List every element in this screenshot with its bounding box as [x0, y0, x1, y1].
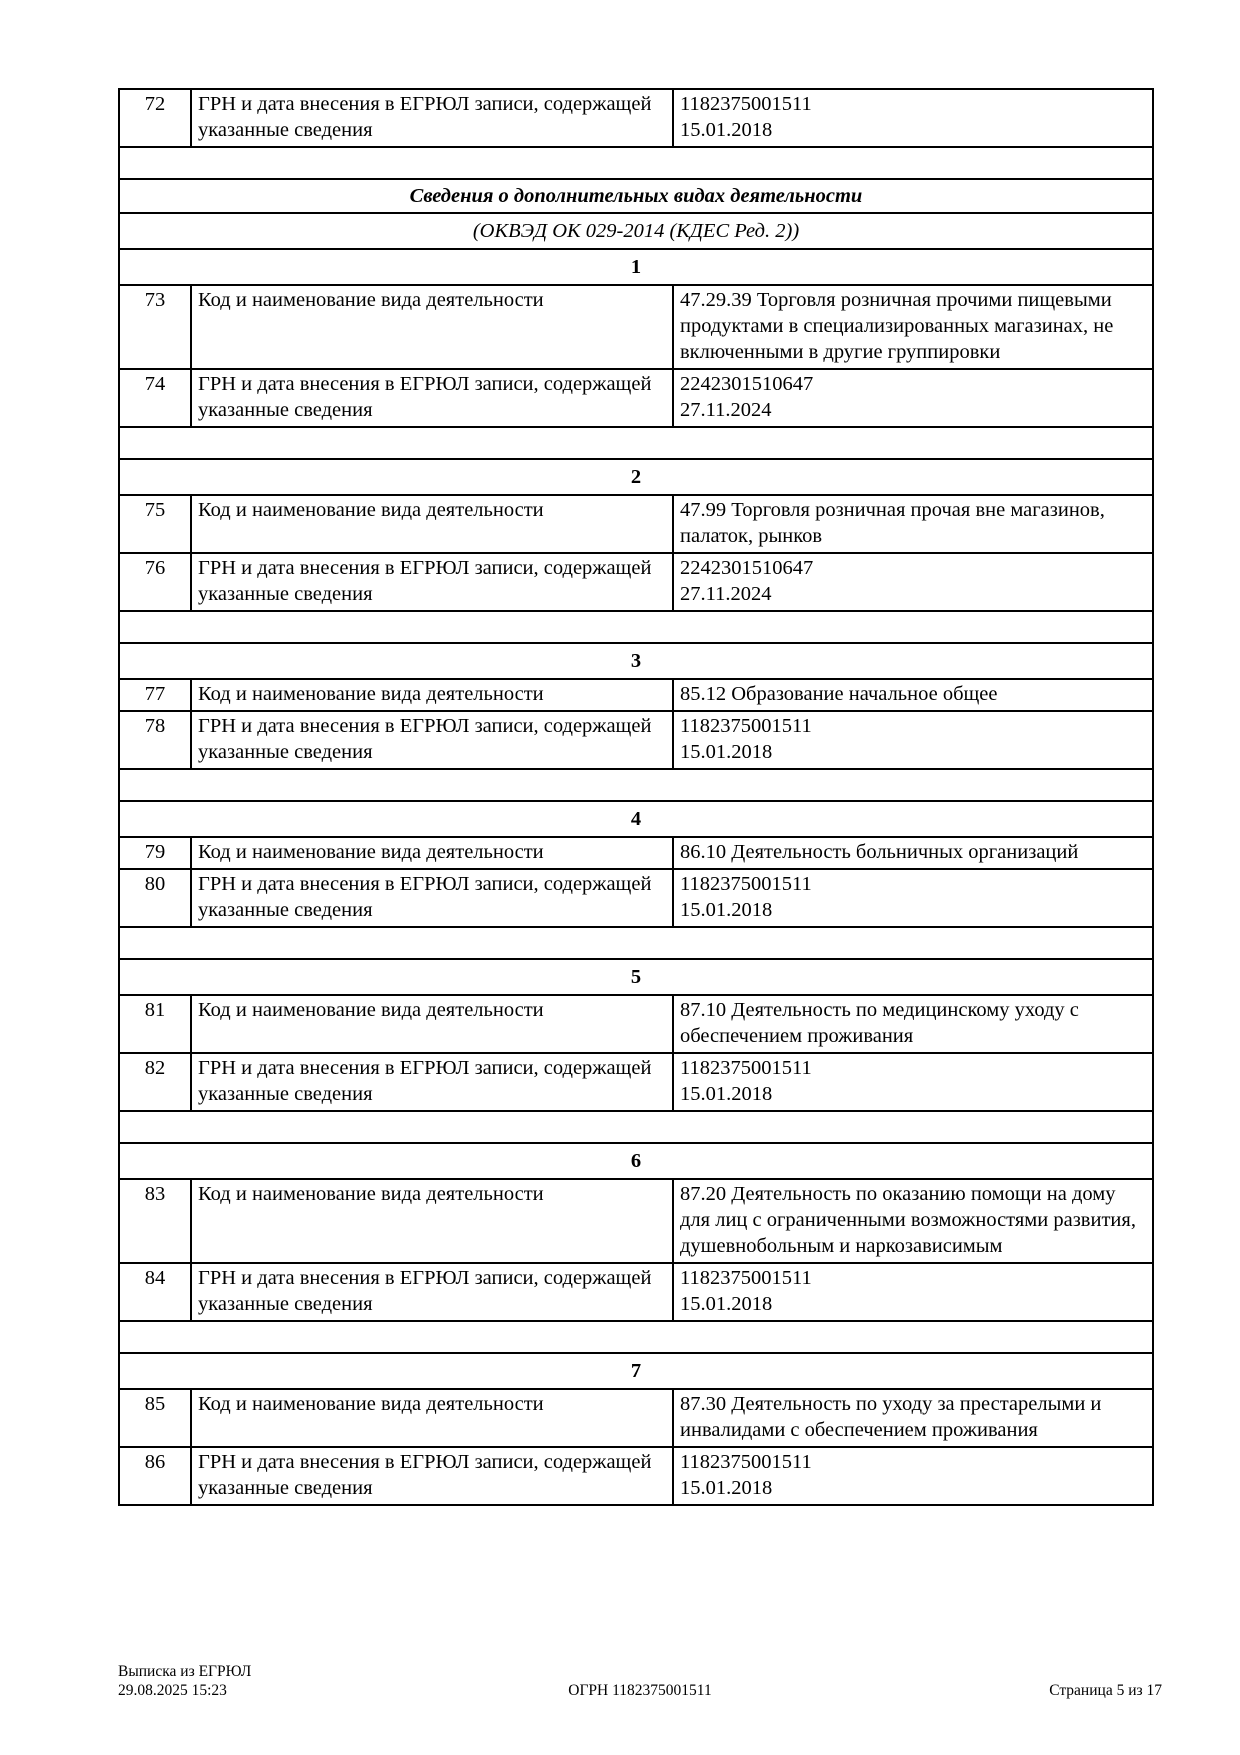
grn-value-cell — [673, 89, 1153, 147]
row-label: Код и наименование вида деятельности — [191, 1389, 673, 1447]
footer-doc-type: Выписка из ЕГРЮЛ — [118, 1663, 252, 1680]
grn-number-line: 2242301510647 — [680, 557, 814, 579]
grn-date-line: 15.01.2018 — [680, 1477, 773, 1499]
footer-left-block — [118, 1662, 466, 1700]
spacer-cell — [119, 1111, 1153, 1143]
grn-date-line: 27.11.2024 — [680, 583, 772, 605]
table-row — [119, 1179, 1153, 1263]
activity-value-cell: 87.30 Деятельность по уходу за престарелыми и инвалидами с обеспечением проживания — [673, 1389, 1153, 1447]
row-label: ГРН и дата внесения в ЕГРЮЛ записи, содержащей указанные сведения — [191, 711, 673, 769]
grn-date-line: 15.01.2018 — [680, 899, 773, 921]
grn-value-cell — [673, 369, 1153, 427]
activity-value-cell: 47.29.39 Торговля розничная прочими пищевыми продуктами в специализированных магазинах, не включенными в другие группировки — [673, 285, 1153, 369]
row-number: 76 — [119, 553, 191, 611]
grn-number-line: 1182375001511 — [680, 1057, 812, 1079]
table-row — [119, 369, 1153, 427]
grn-value-cell — [673, 1447, 1153, 1505]
spacer-cell — [119, 427, 1153, 459]
grn-number-line: 1182375001511 — [680, 93, 812, 115]
grn-number-line: 2242301510647 — [680, 373, 814, 395]
section-title-row — [119, 179, 1153, 213]
table-row — [119, 869, 1153, 927]
grn-date-line: 15.01.2018 — [680, 1083, 773, 1105]
row-number: 81 — [119, 995, 191, 1053]
group-number: 2 — [119, 459, 1153, 495]
section-subtitle-row — [119, 213, 1153, 249]
table-row — [119, 1053, 1153, 1111]
row-number: 77 — [119, 679, 191, 711]
row-number: 82 — [119, 1053, 191, 1111]
group-number-row — [119, 643, 1153, 679]
row-number: 73 — [119, 285, 191, 369]
activity-value-cell: 85.12 Образование начальное общее — [673, 679, 1153, 711]
table-row — [119, 495, 1153, 553]
activity-value-cell: 87.10 Деятельность по медицинскому уходу с обеспечением проживания — [673, 995, 1153, 1053]
row-number: 83 — [119, 1179, 191, 1263]
row-number: 75 — [119, 495, 191, 553]
section-subtitle: (ОКВЭД ОК 029-2014 (КДЕС Ред. 2)) — [119, 213, 1153, 249]
group-number: 3 — [119, 643, 1153, 679]
row-label: ГРН и дата внесения в ЕГРЮЛ записи, содержащей указанные сведения — [191, 553, 673, 611]
group-number-row — [119, 1143, 1153, 1179]
row-number: 80 — [119, 869, 191, 927]
row-label: Код и наименование вида деятельности — [191, 495, 673, 553]
table-row — [119, 837, 1153, 869]
spacer-row — [119, 769, 1153, 801]
activity-value-cell: 86.10 Деятельность больничных организаций — [673, 837, 1153, 869]
group-number-row — [119, 1353, 1153, 1389]
group-number-row — [119, 959, 1153, 995]
grn-number-line: 1182375001511 — [680, 873, 812, 895]
row-number: 78 — [119, 711, 191, 769]
grn-date-line: 27.11.2024 — [680, 399, 772, 421]
group-number-row — [119, 459, 1153, 495]
table-row — [119, 553, 1153, 611]
grn-date-line: 15.01.2018 — [680, 1293, 773, 1315]
row-number: 72 — [119, 89, 191, 147]
row-label: ГРН и дата внесения в ЕГРЮЛ записи, содержащей указанные сведения — [191, 369, 673, 427]
grn-value-cell — [673, 711, 1153, 769]
row-number: 79 — [119, 837, 191, 869]
grn-date-line: 15.01.2018 — [680, 741, 773, 763]
group-number: 7 — [119, 1353, 1153, 1389]
grn-number-line: 1182375001511 — [680, 1267, 812, 1289]
grn-number-line: 1182375001511 — [680, 715, 812, 737]
grn-number-line: 1182375001511 — [680, 1451, 812, 1473]
footer-datetime: 29.08.2025 15:23 — [118, 1682, 227, 1699]
table-row — [119, 1389, 1153, 1447]
row-label: ГРН и дата внесения в ЕГРЮЛ записи, содержащей указанные сведения — [191, 1263, 673, 1321]
spacer-row — [119, 147, 1153, 179]
group-number: 4 — [119, 801, 1153, 837]
grn-value-cell — [673, 553, 1153, 611]
group-number-row — [119, 249, 1153, 285]
row-label: ГРН и дата внесения в ЕГРЮЛ записи, содержащей указанные сведения — [191, 89, 673, 147]
row-label: ГРН и дата внесения в ЕГРЮЛ записи, содержащей указанные сведения — [191, 1053, 673, 1111]
spacer-cell — [119, 611, 1153, 643]
row-label: Код и наименование вида деятельности — [191, 1179, 673, 1263]
section-title: Сведения о дополнительных видах деятельности — [119, 179, 1153, 213]
row-number: 86 — [119, 1447, 191, 1505]
footer — [118, 1662, 1162, 1700]
spacer-cell — [119, 769, 1153, 801]
row-number: 74 — [119, 369, 191, 427]
table-row — [119, 285, 1153, 369]
spacer-row — [119, 427, 1153, 459]
activity-value-cell: 47.99 Торговля розничная прочая вне магазинов, палаток, рынков — [673, 495, 1153, 553]
row-label: Код и наименование вида деятельности — [191, 837, 673, 869]
grn-value-cell — [673, 1263, 1153, 1321]
footer-page-number: Страница 5 из 17 — [1049, 1682, 1162, 1699]
grn-value-cell — [673, 1053, 1153, 1111]
grn-value-cell — [673, 869, 1153, 927]
group-number: 5 — [119, 959, 1153, 995]
table-row — [119, 89, 1153, 147]
table-row — [119, 679, 1153, 711]
row-label: ГРН и дата внесения в ЕГРЮЛ записи, содержащей указанные сведения — [191, 869, 673, 927]
table-row — [119, 1447, 1153, 1505]
spacer-cell — [119, 927, 1153, 959]
row-number: 84 — [119, 1263, 191, 1321]
row-label: ГРН и дата внесения в ЕГРЮЛ записи, содержащей указанные сведения — [191, 1447, 673, 1505]
group-number: 6 — [119, 1143, 1153, 1179]
row-label: Код и наименование вида деятельности — [191, 679, 673, 711]
footer-ogrn: ОГРН 1182375001511 — [568, 1682, 712, 1699]
spacer-row — [119, 927, 1153, 959]
activity-value-cell: 87.20 Деятельность по оказанию помощи на дому для лиц с ограниченными возможностями развития, душевнобольным и наркозависимым — [673, 1179, 1153, 1263]
table-row — [119, 1263, 1153, 1321]
egrul-table — [118, 88, 1154, 1506]
row-label: Код и наименование вида деятельности — [191, 995, 673, 1053]
row-number: 85 — [119, 1389, 191, 1447]
table-row — [119, 995, 1153, 1053]
spacer-row — [119, 1111, 1153, 1143]
spacer-cell — [119, 147, 1153, 179]
table-row — [119, 711, 1153, 769]
spacer-row — [119, 1321, 1153, 1353]
spacer-row — [119, 611, 1153, 643]
group-number-row — [119, 801, 1153, 837]
row-label: Код и наименование вида деятельности — [191, 285, 673, 369]
group-number: 1 — [119, 249, 1153, 285]
spacer-cell — [119, 1321, 1153, 1353]
grn-date-line: 15.01.2018 — [680, 119, 773, 141]
